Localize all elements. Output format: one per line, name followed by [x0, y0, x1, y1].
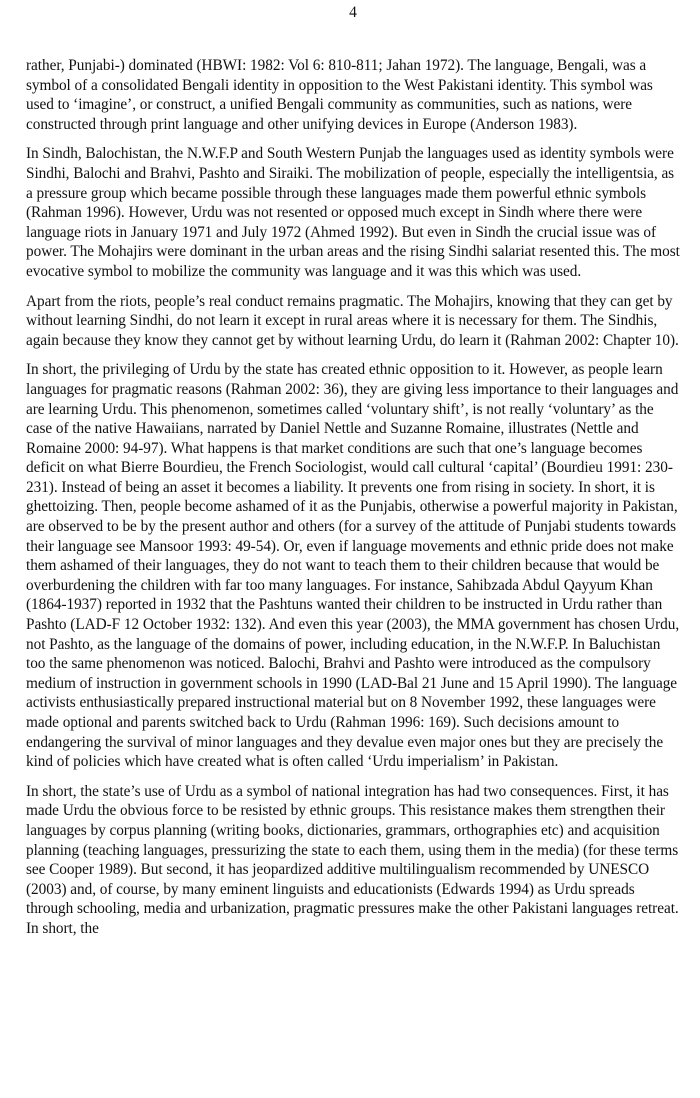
paragraph-sindh-balochistan: In Sindh, Balochistan, the N.W.F.P and South Western Punjab the languages used as identity symbols were Sindhi, Balochi and Brahvi, Pashto and Siraiki. The mobilization of people, especially the intelligentsia, as a pressure group which became possible through these languages made them powerful ethnic symbols (Rahman 1996). However, Urdu was not resented or opposed much except in Sindh where there were language riots in January 1971 and July 1972 (Ahmed 1992). But even in Sindh the crucial issue was of power. The Mohajirs were dominant in the urban areas and the rising Sindhi salariat resented this. The most evocative symbol to mobilize the community was language and it was this which was used. — [26, 145, 680, 280]
paragraph-bengali-identity: rather, Punjabi-) dominated (HBWI: 1982: Vol 6: 810-811; Jahan 1972). The language, Bengali, was a symbol of a consolidated Bengali identity in opposition to the West Pakistani identity. This symbol was used to ‘imagine’, or construct, a unified Bengali community as communities, such as nations, were constructed through print language and other unifying devices in Europe (Anderson 1983). — [26, 57, 653, 133]
paragraph-two-consequences: In short, the state’s use of Urdu as a symbol of national integration has had two consequences. First, it has made Urdu the obvious force to be resisted by ethnic groups. This resistance makes them strengthen their languages by corpus planning (writing books, dictionaries, grammars, orthographies etc) and acquisition planning (teaching languages, pressurizing the state to each them, using them in the media) (for these terms see Cooper 1989). But second, it has jeopardized additive multilingualism recommended by UNESCO (2003) and, of course, by many eminent linguists and educationists (Edwards 1994) as Urdu spreads through schooling, media and urbanization, pragmatic pressures make the other Pakistani languages retreat. In short, the — [26, 782, 679, 937]
paragraph-urdu-privileging: In short, the privileging of Urdu by the state has created ethnic opposition to it. However, as people learn languages for pragmatic reasons (Rahman 2002: 36), they are giving less importance to their languages and are learning Urdu. This phenomenon, sometimes called ‘voluntary shift’, is not really ‘voluntary’ as the case of the native Hawaiians, narrated by Daniel Nettle and Suzanne Romaine, illustrates (Nettle and Romaine 2000: 94-97). What happens is that market conditions are such that one’s language becomes deficit on what Bierre Bourdieu, the French Sociologist, would call cultural ‘capital’ (Bourdieu 1991: 230-231). Instead of being an asset it becomes a liability. It prevents one from rising in society. In short, it is ghettoizing. Then, people become ashamed of it as the Punjabis, otherwise a powerful majority in Pakistan, are observed to be by the present author and others (for a survey of the attitude of Punjabi students towards their language see Mansoor 1993: 49-54). Or, even if language movements and ethnic pride does not make them ashamed of their languages, they do not want to teach them to their children because that would be overburdening the children with far too many languages. For instance, Sahibzada Abdul Qayyum Khan (1864-1937) reported in 1932 that the Pashtuns wanted their children to be instructed in Urdu rather than Pashto (LAD-F 12 October 1932: 132). And even this year (2003), the MMA government has chosen Urdu, not Pashto, as the language of the domains of power, including education, in the N.W.F.P. In Baluchistan too the same phenomenon was noticed. Balochi, Brahvi and Pashto were introduced as the compulsory medium of instruction in government schools in 1990 (LAD-Bal 21 June and 15 April 1990). The language activists enthusiastically prepared instructional material but on 8 November 1992, these languages were made optional and parents switched back to Urdu (Rahman 1996: 169). Such decisions amount to endangering the survival of minor languages and they devalue even major ones but they are precisely the kind of policies which have created what is often called ‘Urdu imperialism’ in Pakistan. — [26, 361, 680, 771]
page-number: 4 — [349, 4, 357, 21]
paragraph-pragmatic-conduct: Apart from the riots, people’s real conduct remains pragmatic. The Mohajirs, knowing that they can get by without learning Sindhi, do not learn it except in rural areas where it is necessary for them. The Sindhis, again because they know they cannot get by without learning Urdu, do learn it (Rahman 2002: Chapter 10). — [26, 292, 679, 349]
